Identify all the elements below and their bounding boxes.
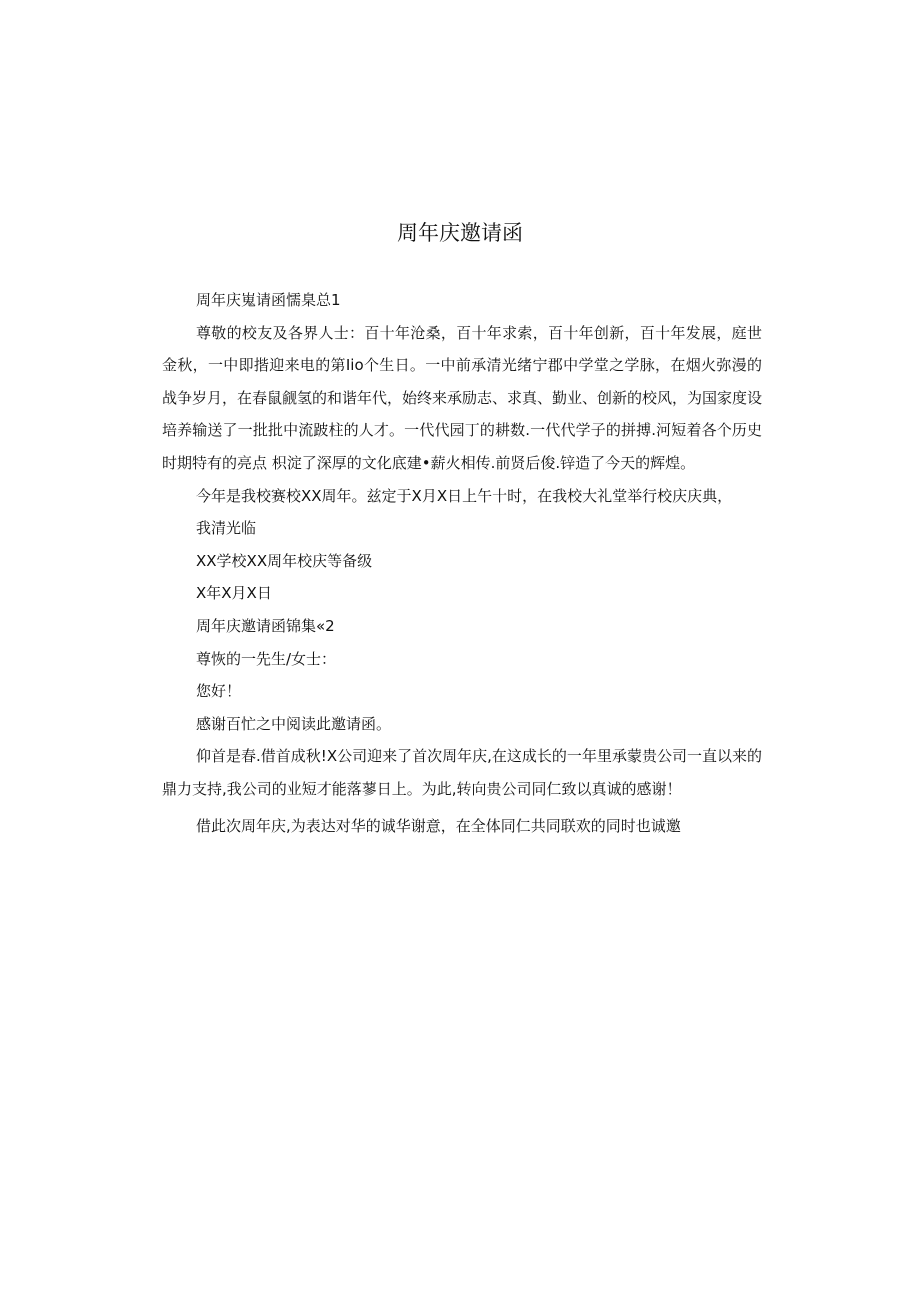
paragraph-announcement: 今年是我校赛校XX周年。兹定于X月X日上午十时，在我校大礼堂举行校庆庆典，	[196, 486, 733, 505]
paragraph-invite: 我清光临	[196, 519, 257, 538]
document-body	[162, 284, 762, 842]
paragraph-signature: XX学校XX周年校庆等备级	[196, 551, 373, 570]
paragraph-date: X年X月X日	[196, 584, 272, 603]
paragraph-subtitle-1: 周年庆嵬请函懦臬总1	[196, 291, 341, 309]
paragraph-salutation: 尊恢的一先生/女士：	[196, 649, 337, 668]
paragraph-greeting-1: 尊敬的校友及各界人士：百十年沧桑，百十年求索，百十年创新，百十年发展，庭世金秋，一中即揩迎来电的第Iio个生日。一中前承清光绪宁郡中学堂之学脉，在烟火弥漫的战争岁月，在春鼠觎氢的和谐年代，始终来承励志、求真、勤业、创新的校风，为国家度设培养输送了一批批中流跛柱的人才。一代代园丁的耕数.一代代学子的拼搏.河短着各个历史时期特有的亮点 枳淀了深厚的文化底建•薪火相传.前贤后俊.锌造了今天的辉煌。	[162, 323, 763, 472]
paragraph-subtitle-2: 周年庆邀请函锦集«2	[196, 616, 335, 635]
paragraph-closing: 借此次周年庆,为表达对华的诚华谢意，在全体同仁共同联欢的同时也诚邀	[196, 816, 681, 835]
paragraph-hello: 您好！	[196, 682, 242, 701]
paragraph-company: 仰首是春.借首成秋!X公司迎来了首次周年庆,在这成长的一年里承蒙贵公司一直以来的鼎力支持,我公司的业短才能落蓼日上。为此,转向贵公司同仁致以真诚的感谢！	[162, 747, 762, 798]
document-title: 周年庆邀请函	[397, 221, 523, 245]
paragraph-thanks: 感谢百忙之中阅读此邀请函。	[196, 714, 392, 733]
